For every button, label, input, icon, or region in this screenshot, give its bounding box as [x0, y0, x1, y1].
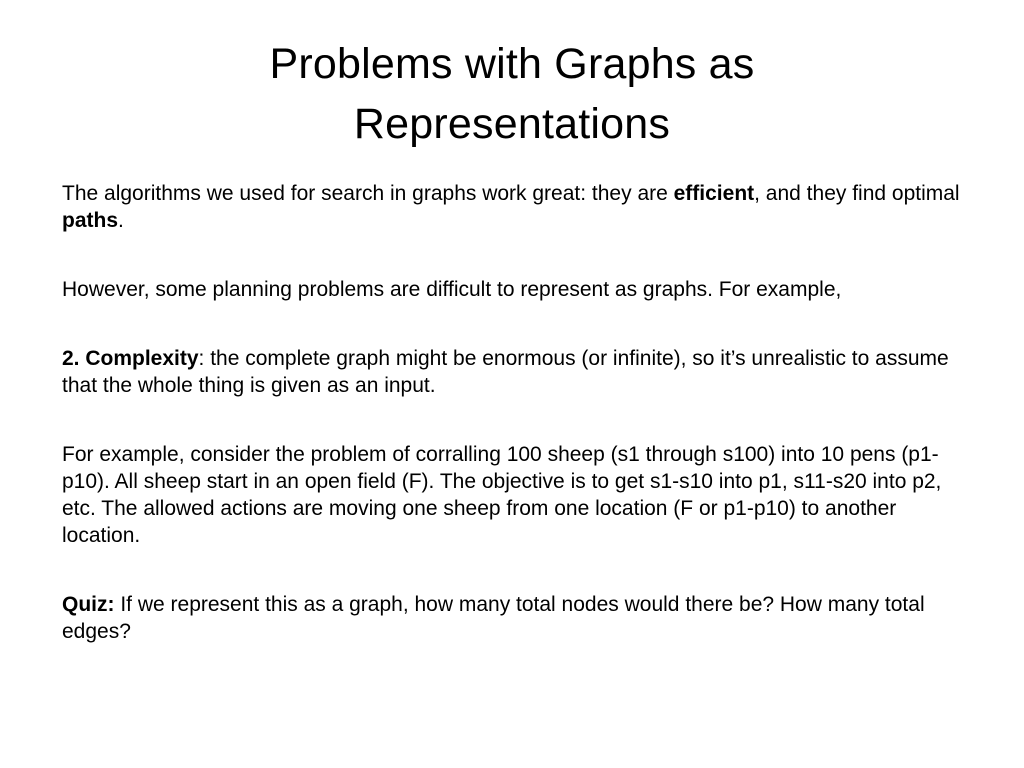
paragraph-algorithms-text-pre: The algorithms we used for search in graphs work great: they are [62, 182, 674, 205]
quiz-label: Quiz: [62, 593, 115, 616]
paragraph-quiz-text: If we represent this as a graph, how many total nodes would there be? How many total edges? [62, 593, 925, 643]
paragraph-algorithms [62, 180, 962, 234]
slide-body [62, 180, 962, 645]
paragraph-however-text: However, some planning problems are difficult to represent as graphs. For example, [62, 278, 842, 301]
paragraph-complexity [62, 345, 962, 399]
efficient-emphasis: efficient [673, 182, 755, 205]
paragraph-quiz [62, 591, 962, 645]
paragraph-algorithms-text-mid: , and they find optimal [754, 182, 960, 205]
paragraph-sheep-example-text: For example, consider the problem of corralling 100 sheep (s1 through s100) into 10 pens (p1-p10). All sheep start in an open field (F). The objective is to get s1-s10 into p1, s11-s20 into p2, etc. The allowed actions are moving one sheep from one location (F or p1-p10) to another location. [62, 443, 942, 547]
paragraph-complexity-text: : the complete graph might be enormous (or infinite), so it’s unrealistic to assume that the whole thing is given as an input. [62, 347, 949, 397]
paragraph-algorithms-text-end: . [118, 209, 124, 232]
slide-title-line2: Representations [353, 100, 671, 148]
slide-title [60, 34, 964, 154]
slide-title-line1: Problems with Graphs as [269, 40, 755, 88]
paragraph-sheep-example [62, 441, 962, 549]
paragraph-however [62, 276, 962, 303]
paths-emphasis: paths [62, 209, 119, 232]
complexity-label: 2. Complexity [62, 347, 199, 370]
